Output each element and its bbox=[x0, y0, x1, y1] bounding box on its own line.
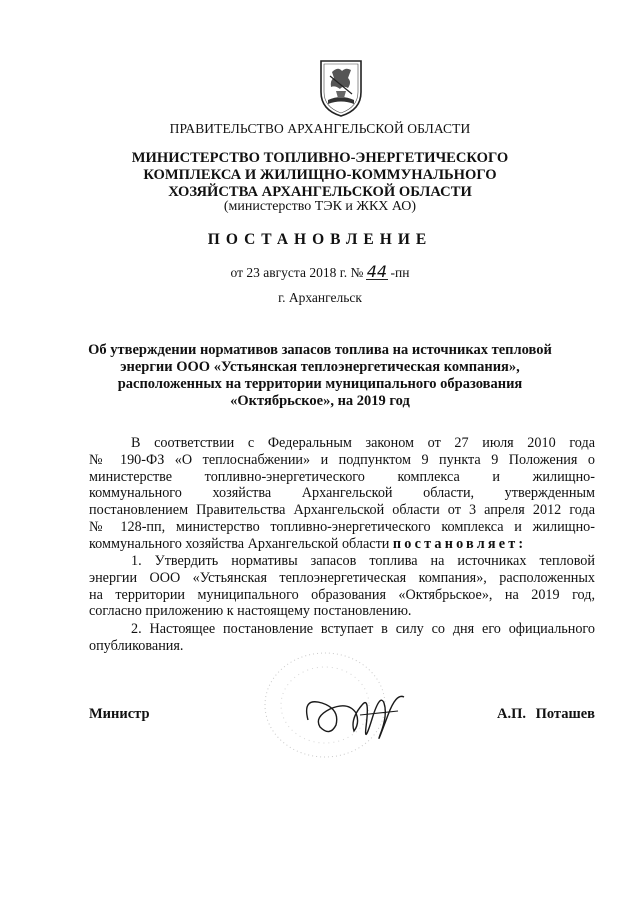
item-1-paragraph bbox=[89, 553, 595, 620]
arkhangelsk-coat-of-arms-icon bbox=[318, 58, 364, 118]
body-line: согласно приложению к настоящему постановлению. bbox=[89, 603, 412, 620]
body-line: энергии ООО «Устьянская теплоэнергетическая компания», расположенных bbox=[89, 569, 595, 586]
decree-date: от 23 августа 2018 г. № bbox=[230, 265, 364, 280]
signatory-name: А.П. Поташев bbox=[496, 706, 595, 722]
body-line: 2. Настоящее постановление вступает в силу со дня его официального bbox=[131, 621, 595, 637]
body-line: постановлением Правительства Архангельской области от 3 апреля 2012 года bbox=[89, 502, 595, 519]
preamble-paragraph bbox=[89, 435, 595, 553]
decree-subject bbox=[0, 342, 640, 410]
body-line: опубликования. bbox=[89, 637, 184, 654]
decree-number-suffix: -пн bbox=[390, 265, 410, 280]
subject-line: расположенных на территории муниципального образования bbox=[117, 376, 523, 392]
body-line: В соответствии с Федеральным законом от 27 июля 2010 года bbox=[131, 435, 595, 451]
body-line: № 190-ФЗ «О теплоснабжении» и подпунктом 9 пункта 9 Положения о bbox=[89, 451, 595, 468]
body-line: № 128-пп, министерство топливно-энергетического комплекса и жилищно- bbox=[89, 518, 595, 535]
subject-line: Об утверждении нормативов запасов топлива на источниках тепловой bbox=[88, 342, 552, 358]
body-line: коммунального хозяйства Архангельской области, утвержденным bbox=[89, 485, 595, 502]
resolves-word: постановляет: bbox=[392, 535, 527, 552]
body-line: министерстве топливно-энергетического комплекса и жилищно- bbox=[89, 468, 595, 485]
ministry-line: МИНИСТЕРСТВО ТОПЛИВНО-ЭНЕРГЕТИЧЕСКОГО bbox=[131, 150, 509, 166]
body-line-text: коммунального хозяйства Архангельской области bbox=[89, 535, 390, 552]
body-line bbox=[89, 536, 595, 553]
subject-line: «Октябрьское», на 2019 год bbox=[230, 393, 410, 409]
ministry-line: ХОЗЯЙСТВА АРХАНГЕЛЬСКОЙ ОБЛАСТИ bbox=[168, 184, 472, 200]
signature-block bbox=[89, 706, 595, 726]
decree-number-handwritten: 44 bbox=[366, 262, 388, 281]
decree-date-number bbox=[0, 262, 640, 281]
body-line: на территории муниципального образования «Октябрьское», на 2019 год, bbox=[89, 586, 595, 603]
document-type-title: ПОСТАНОВЛЕНИЕ bbox=[207, 231, 433, 248]
body-line: 1. Утвердить нормативы запасов топлива на источниках тепловой bbox=[131, 553, 595, 569]
government-name: ПРАВИТЕЛЬСТВО АРХАНГЕЛЬСКОЙ ОБЛАСТИ bbox=[169, 121, 471, 136]
issuing-city: г. Архангельск bbox=[278, 290, 362, 305]
ministry-abbreviation: (министерство ТЭК и ЖКХ АО) bbox=[223, 199, 417, 214]
ministry-name bbox=[0, 150, 640, 201]
ministry-line: КОМПЛЕКСА И ЖИЛИЩНО-КОММУНАЛЬНОГО bbox=[143, 167, 497, 183]
signatory-position: Министр bbox=[89, 706, 150, 722]
subject-line: энергии ООО «Устьянская теплоэнергетическая компания», bbox=[120, 359, 520, 375]
